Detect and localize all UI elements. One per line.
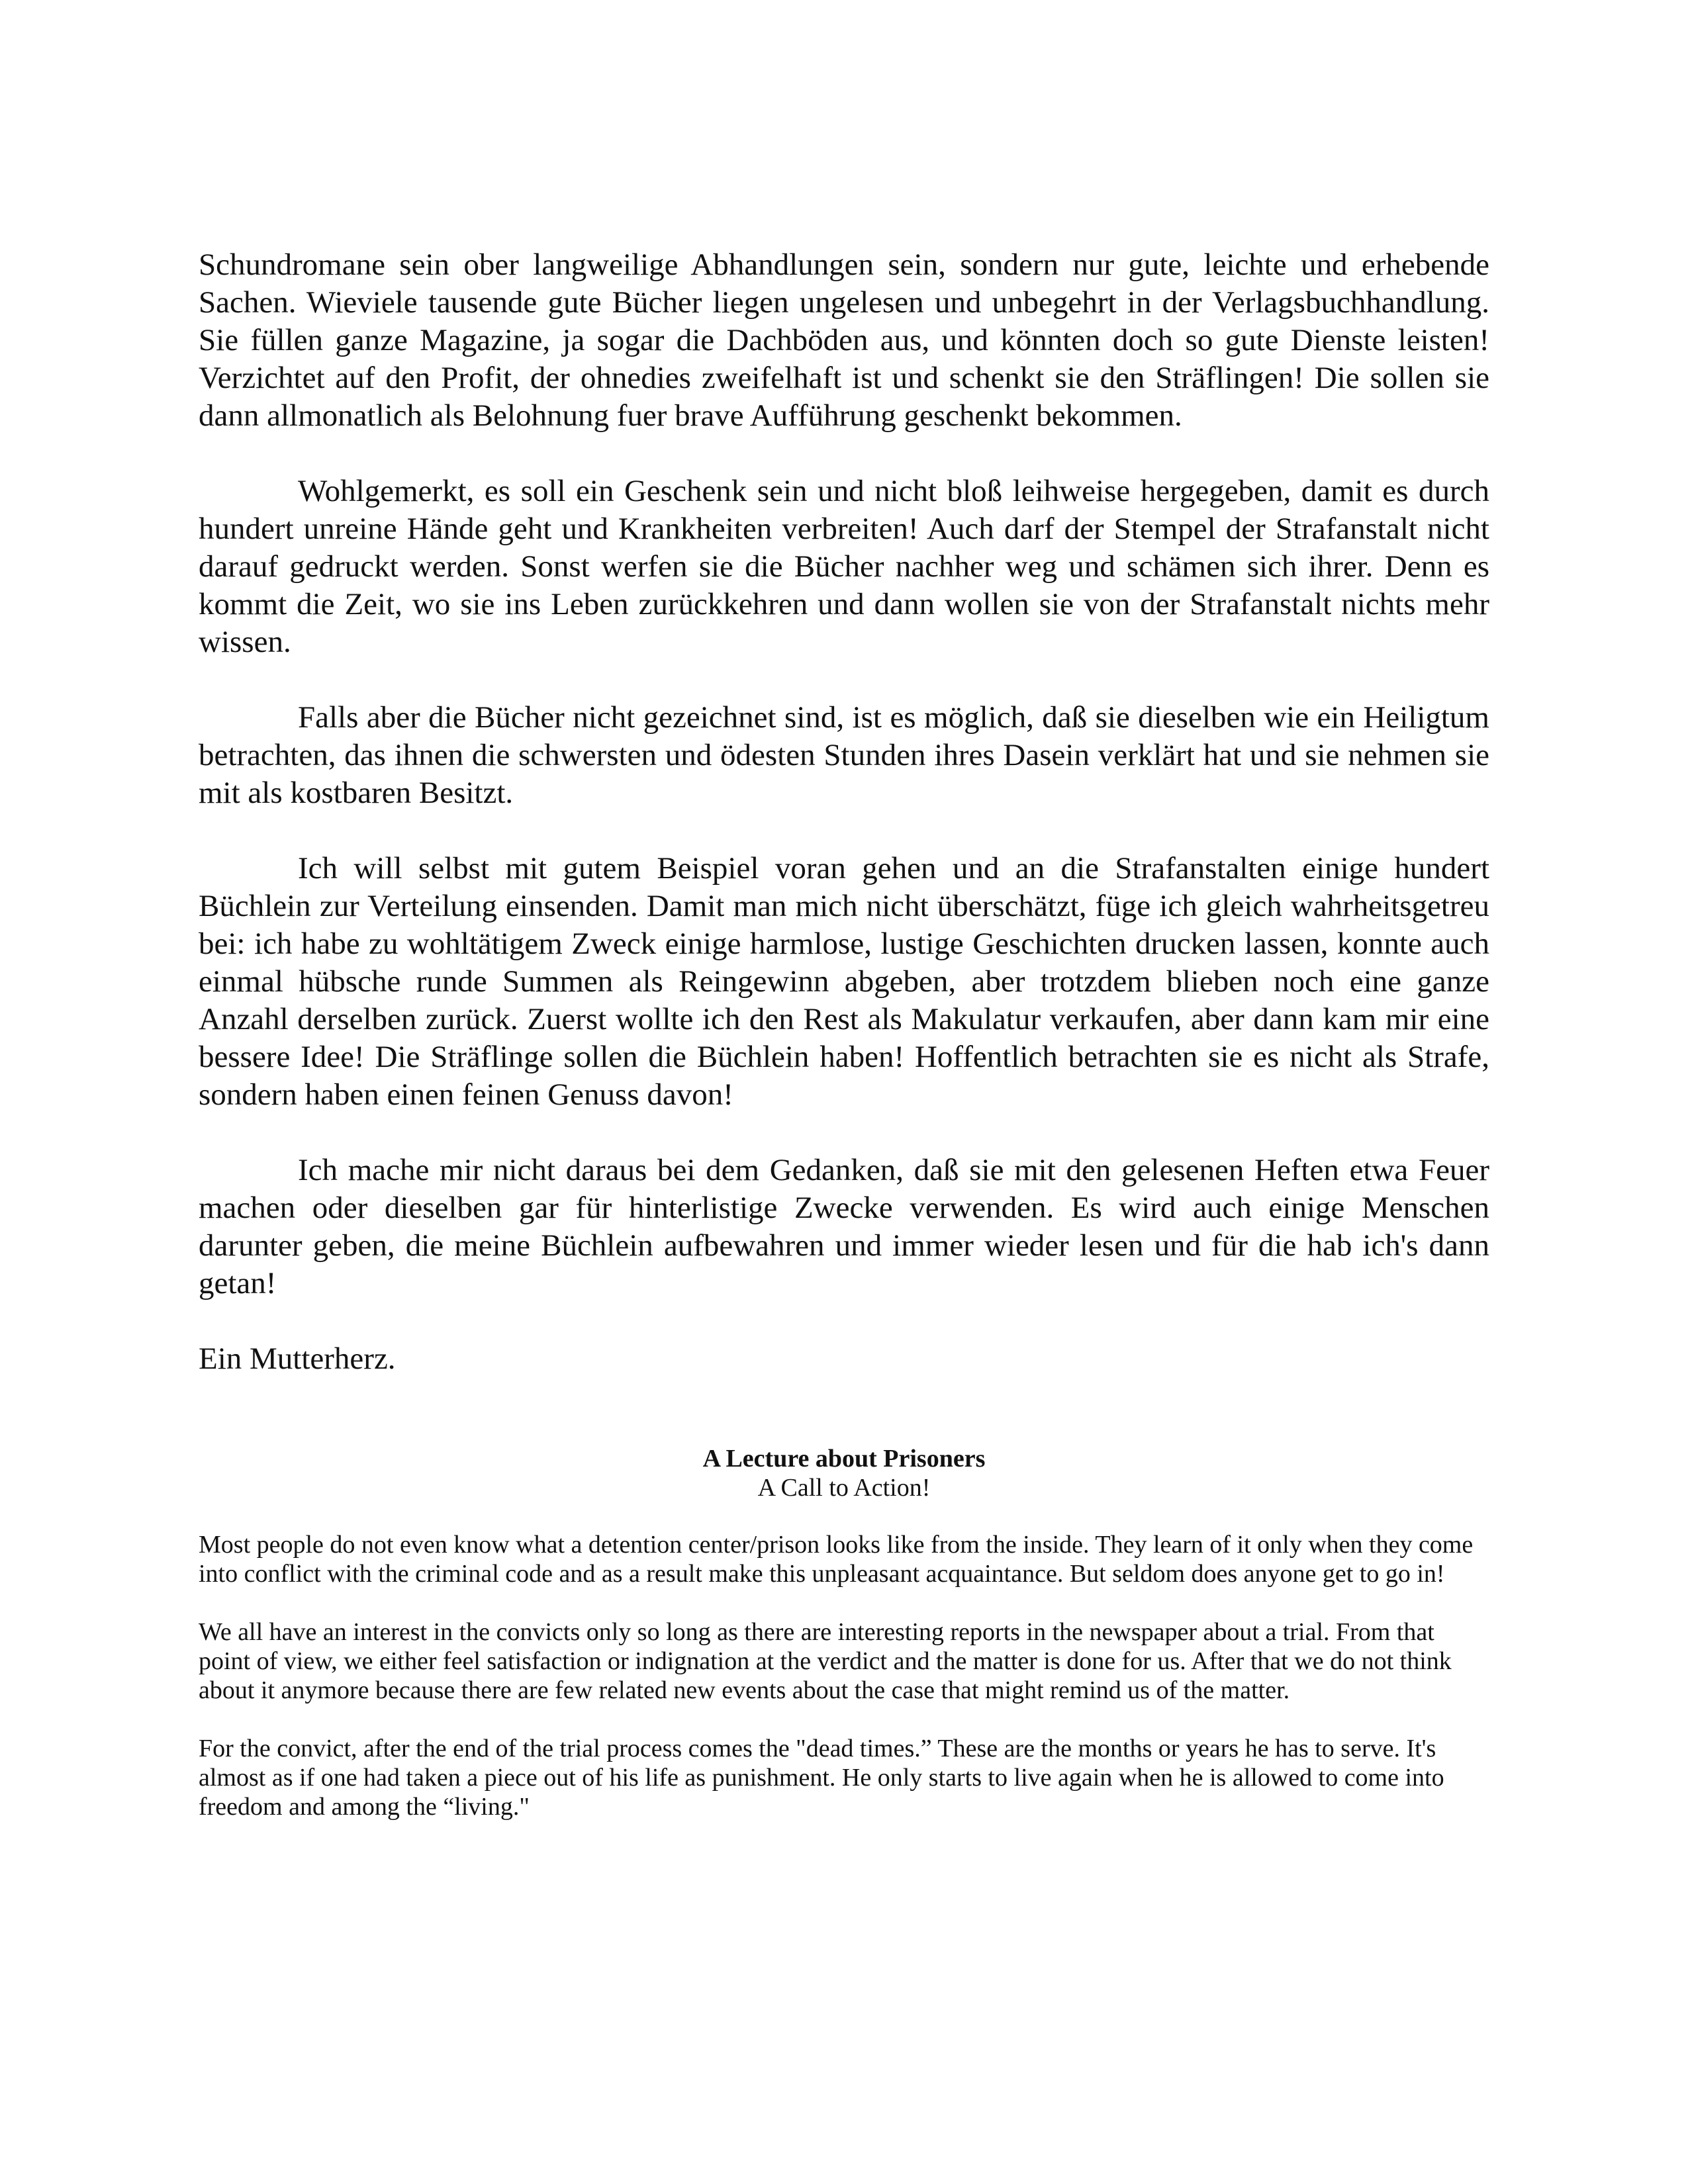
german-paragraph-3: Falls aber die Bücher nicht gezeichnet sind, ist es möglich, daß sie dieselben wie ein Heiligtum betrachten, das ihnen die schwersten und ödesten Stunden ihres Dasein verklärt hat und sie nehmen sie mit als kostbaren Besitzt. xyxy=(199,700,1489,810)
german-paragraph-4: Ich will selbst mit gutem Beispiel voran gehen und an die Strafanstalten einige hundert Büchlein zur Verteilung einsenden. Damit man mich nicht überschätzt, füge ich gleich wahrheitsgetreu bei: ich habe zu wohltätigem Zweck einige harmlose, lustige Geschichten drucken lassen, konnte auch einmal hübsche runde Summen als Reingewinn abgeben, aber trotzdem blieben noch eine ganze Anzahl derselben zurück. Zuerst wollte ich den Rest als Makulatur verkaufen, aber dann kam mir eine bessere Idee! Die Sträflinge sollen die Büchlein haben! Hoffentlich betrachten sie es nicht als Strafe, sondern haben einen feinen Genuss davon! xyxy=(199,851,1489,1112)
english-subtitle: A Call to Action! xyxy=(757,1474,931,1502)
english-paragraph-3: For the convict, after the end of the trial process comes the "dead times.” These are the months or years he has to serve. It's almost as if one had taken a piece out of his life as punishment. He only starts to live again when he is allowed to come into freedom and among the “living." xyxy=(199,1735,1444,1821)
german-signature: Ein Mutterherz. xyxy=(199,1342,396,1376)
english-paragraph-1: Most people do not even know what a detention center/prison looks like from the inside. They learn of it only when they come into conflict with the criminal code and as a result make this unpleasant acquaintance. But seldom does anyone get to go in! xyxy=(199,1531,1474,1588)
english-title: A Lecture about Prisoners xyxy=(702,1445,986,1473)
english-paragraph-2: We all have an interest in the convicts only so long as there are interesting reports in the newspaper about a trial. From that point of view, we either feel satisfaction or indignation at the verdict and the matter is done for us. After that we do not think about it anymore because there are few related new events about the case that might remind us of the matter. xyxy=(199,1618,1452,1704)
english-translation-section xyxy=(199,1444,1489,1821)
german-paragraph-5: Ich mache mir nicht daraus bei dem Gedanken, daß sie mit den gelesenen Heften etwa Feuer machen oder dieselben gar für hinterlistige Zwecke verwenden. Es wird auch einige Menschen darunter geben, die meine Büchlein aufbewahren und immer wieder lesen und für die hab ich's dann getan! xyxy=(199,1153,1489,1300)
german-paragraph-1: Schundromane sein ober langweilige Abhandlungen sein, sondern nur gute, leichte und erhebende Sachen. Wieviele tausende gute Bücher liegen ungelesen und unbegehrt in der Verlagsbuchhandlung. Sie füllen ganze Magazine, ja sogar die Dachböden aus, und könnten doch so gute Dienste leisten! Verzichtet auf den Profit, der ohnedies zweifelhaft ist und schenkt sie den Sträflingen! Die sollen sie dann allmonatlich als Belohnung fuer brave Aufführung geschenkt bekommen. xyxy=(199,248,1489,433)
german-paragraph-2: Wohlgemerkt, es soll ein Geschenk sein und nicht bloß leihweise hergegeben, damit es durch hundert unreine Hände geht und Krankheiten verbreiten! Auch darf der Stempel der Strafanstalt nicht darauf gedruckt werden. Sonst werfen sie die Bücher nachher weg und schämen sich ihrer. Denn es kommt die Zeit, wo sie ins Leben zurückkehren und dann wollen sie von der Strafanstalt nichts mehr wissen. xyxy=(199,474,1489,659)
german-text-section xyxy=(199,246,1489,1378)
